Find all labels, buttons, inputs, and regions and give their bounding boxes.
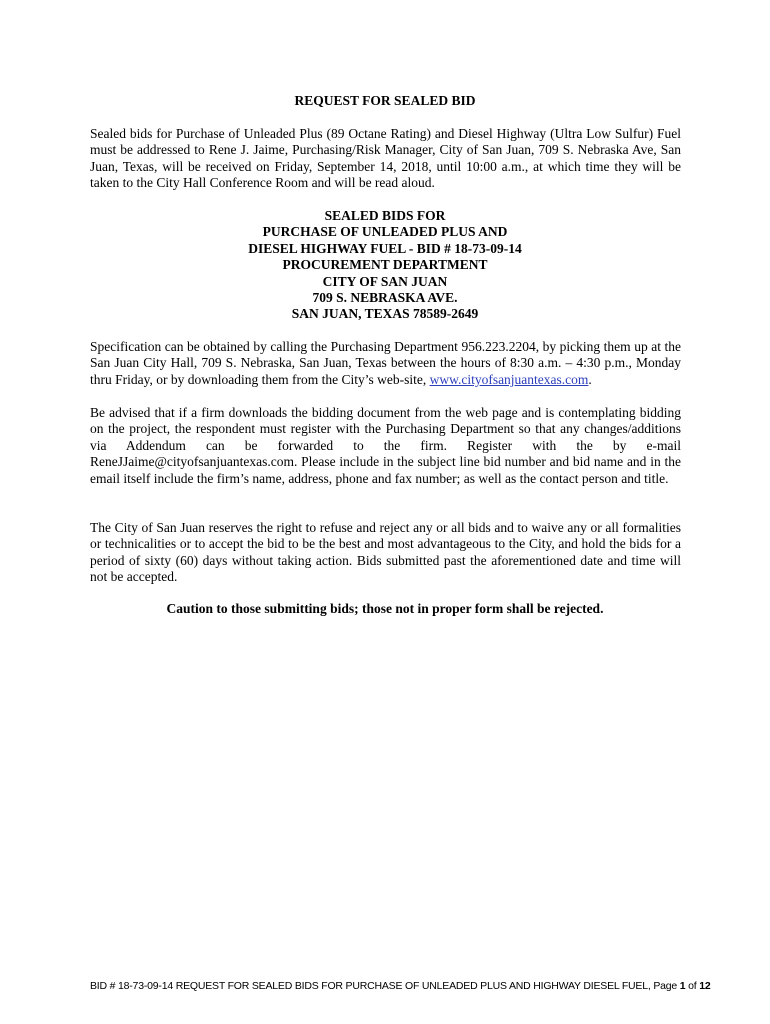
- specification-text: Specification can be obtained by calling the Purchasing Department 956.223.2204, by picking them up at the San Juan City Hall, 709 S. Nebraska, San Juan, Texas between the hours of 8:30 a.m. – 4:30 p.m., Monday thru Friday, or by downloading them from the City’s web-site,: [90, 339, 681, 387]
- city-website-link[interactable]: www.cityofsanjuantexas.com: [429, 371, 589, 387]
- address-block: [0, 208, 770, 323]
- footer-text: BID # 18-73-09-14 REQUEST FOR SEALED BIDS FOR PURCHASE OF UNLEADED PLUS AND HIGHWAY DIESEL FUEL, Page: [90, 980, 680, 992]
- address-line: DIESEL HIGHWAY FUEL - BID # 18-73-09-14: [248, 240, 522, 256]
- address-line: PROCUREMENT DEPARTMENT: [282, 257, 488, 273]
- footer-page-total: 12: [699, 980, 711, 992]
- address-line: SEALED BIDS FOR: [324, 208, 446, 223]
- address-line: PURCHASE OF UNLEADED PLUS AND: [262, 224, 508, 240]
- footer-page-of: of: [685, 980, 700, 992]
- address-line: CITY OF SAN JUAN: [322, 273, 448, 289]
- address-line: SAN JUAN, TEXAS 78589-2649: [291, 306, 479, 322]
- registration-paragraph: Be advised that if a firm downloads the bidding document from the web page and is contemplating bidding on the project, the respondent must register with the Purchasing Department so that any changes/additions via Addendum can be forwarded to the firm. Register with the by e-mail ReneJJaime@cityofsanjuantexas.com. Please include in the subject line bid number and bid name and in the email itself include the firm’s name, address, phone and fax number; as well as the contact person and title.: [90, 405, 681, 486]
- page-footer: [90, 980, 711, 993]
- specification-paragraph: [90, 339, 681, 388]
- caution-notice: Caution to those submitting bids; those not in proper form shall be rejected.: [166, 601, 604, 616]
- address-line: 709 S. NEBRASKA AVE.: [312, 290, 458, 306]
- footer-page-current: 1: [679, 980, 686, 992]
- intro-paragraph: Sealed bids for Purchase of Unleaded Plus (89 Octane Rating) and Diesel Highway (Ultra Low Sulfur) Fuel must be addressed to Rene J. Jaime, Purchasing/Risk Manager, City of San Juan, 709 S. Nebraska Ave, San Juan, Texas, will be received on Friday, September 14, 2018, until 10:00 a.m., at which time they will be taken to the City Hall Conference Room and will be read aloud.: [90, 126, 681, 191]
- document-title: REQUEST FOR SEALED BID: [294, 93, 476, 108]
- specification-end: .: [588, 371, 592, 387]
- reservation-paragraph: The City of San Juan reserves the right to refuse and reject any or all bids and to waive any or all formalities or technicalities or to accept the bid to be the best and most advantageous to the City, and hold the bids for a period of sixty (60) days without taking action. Bids submitted past the aforementioned date and time will not be accepted.: [90, 520, 681, 585]
